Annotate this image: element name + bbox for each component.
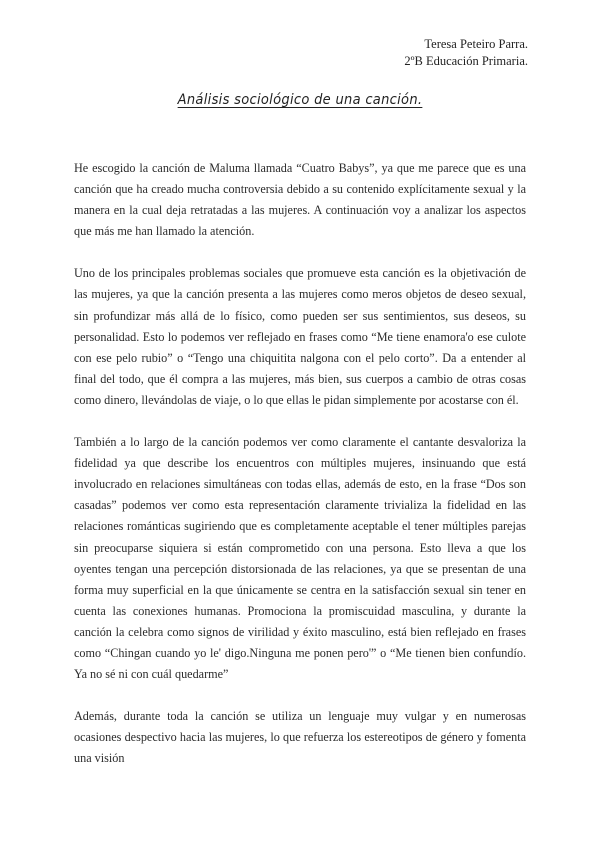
paragraph-intro: He escogido la canción de Maluma llamada “Cuatro Babys”, ya que me parece que es una canción que ha creado mucha controversia debido a su contenido explícitamente sexual y la manera en la cual deja retratadas a las mujeres. A continuación voy a analizar los aspectos que más me han llamado la atención. — [74, 161, 526, 239]
author-info — [404, 36, 528, 69]
document-body — [74, 158, 526, 790]
paragraph-objectification: Uno de los principales problemas sociales que promueve esta canción es la objetivación de las mujeres, ya que la canción presenta a las mujeres como meros objetos de deseo sexual, sin profundizar más allá de lo físico, como pueden ser sus sentimientos, sus deseos, su personalidad. Esto lo podemos ver reflejado en frases como “Me tiene enamora'o ese culote con ese pelo rubio” o “Tengo una chiquitita nalgona con el pelo corto”. Da a entender al final del todo, que él compra a las mujeres, más bien, sus cuerpos a cambio de otras cosas como dinero, llevándolas de viaje, o lo que ellas le pidan simplemente por acostarse con él. — [74, 266, 526, 407]
paragraph-fidelity: También a lo largo de la canción podemos ver como claramente el cantante desvaloriza la fidelidad ya que describe los encuentros con múltiples mujeres, insinuando que está involucrado en relaciones simultáneas con todas ellas, además de esto, en la frase “Dos son casadas” podemos ver como esta representación claramente trivializa la fidelidad en las relaciones románticas sugiriendo que es completamente aceptable el tener múltiples parejas sin preocuparse siquiera si están comprometido con una persona. Esto lleva a que los oyentes tengan una percepción distorsionada de las relaciones, ya que se presentan de una forma muy superficial en la que únicamente se centra en la satisfacción sexual sin tener en cuenta las conexiones humanas. Promociona la promiscuidad masculina, y durante la canción la celebra como signos de virilidad y éxito masculino, está bien reflejado en frases como “Chingan cuando yo le' digo.Ninguna me ponen pero'” o “Me tienen bien confundío. Ya no sé ni con cuál quedarme” — [74, 435, 526, 682]
course-label: 2ºB Educación Primaria. — [404, 53, 528, 68]
paragraph-language: Además, durante toda la canción se utiliza un lenguaje muy vulgar y en numerosas ocasiones despectivo hacia las mujeres, lo que refuerza los estereotipos de género y fomenta una visión — [74, 709, 526, 766]
document-title: Análisis sociológico de una canción. — [177, 92, 423, 108]
author-name: Teresa Peteiro Parra. — [424, 37, 528, 51]
